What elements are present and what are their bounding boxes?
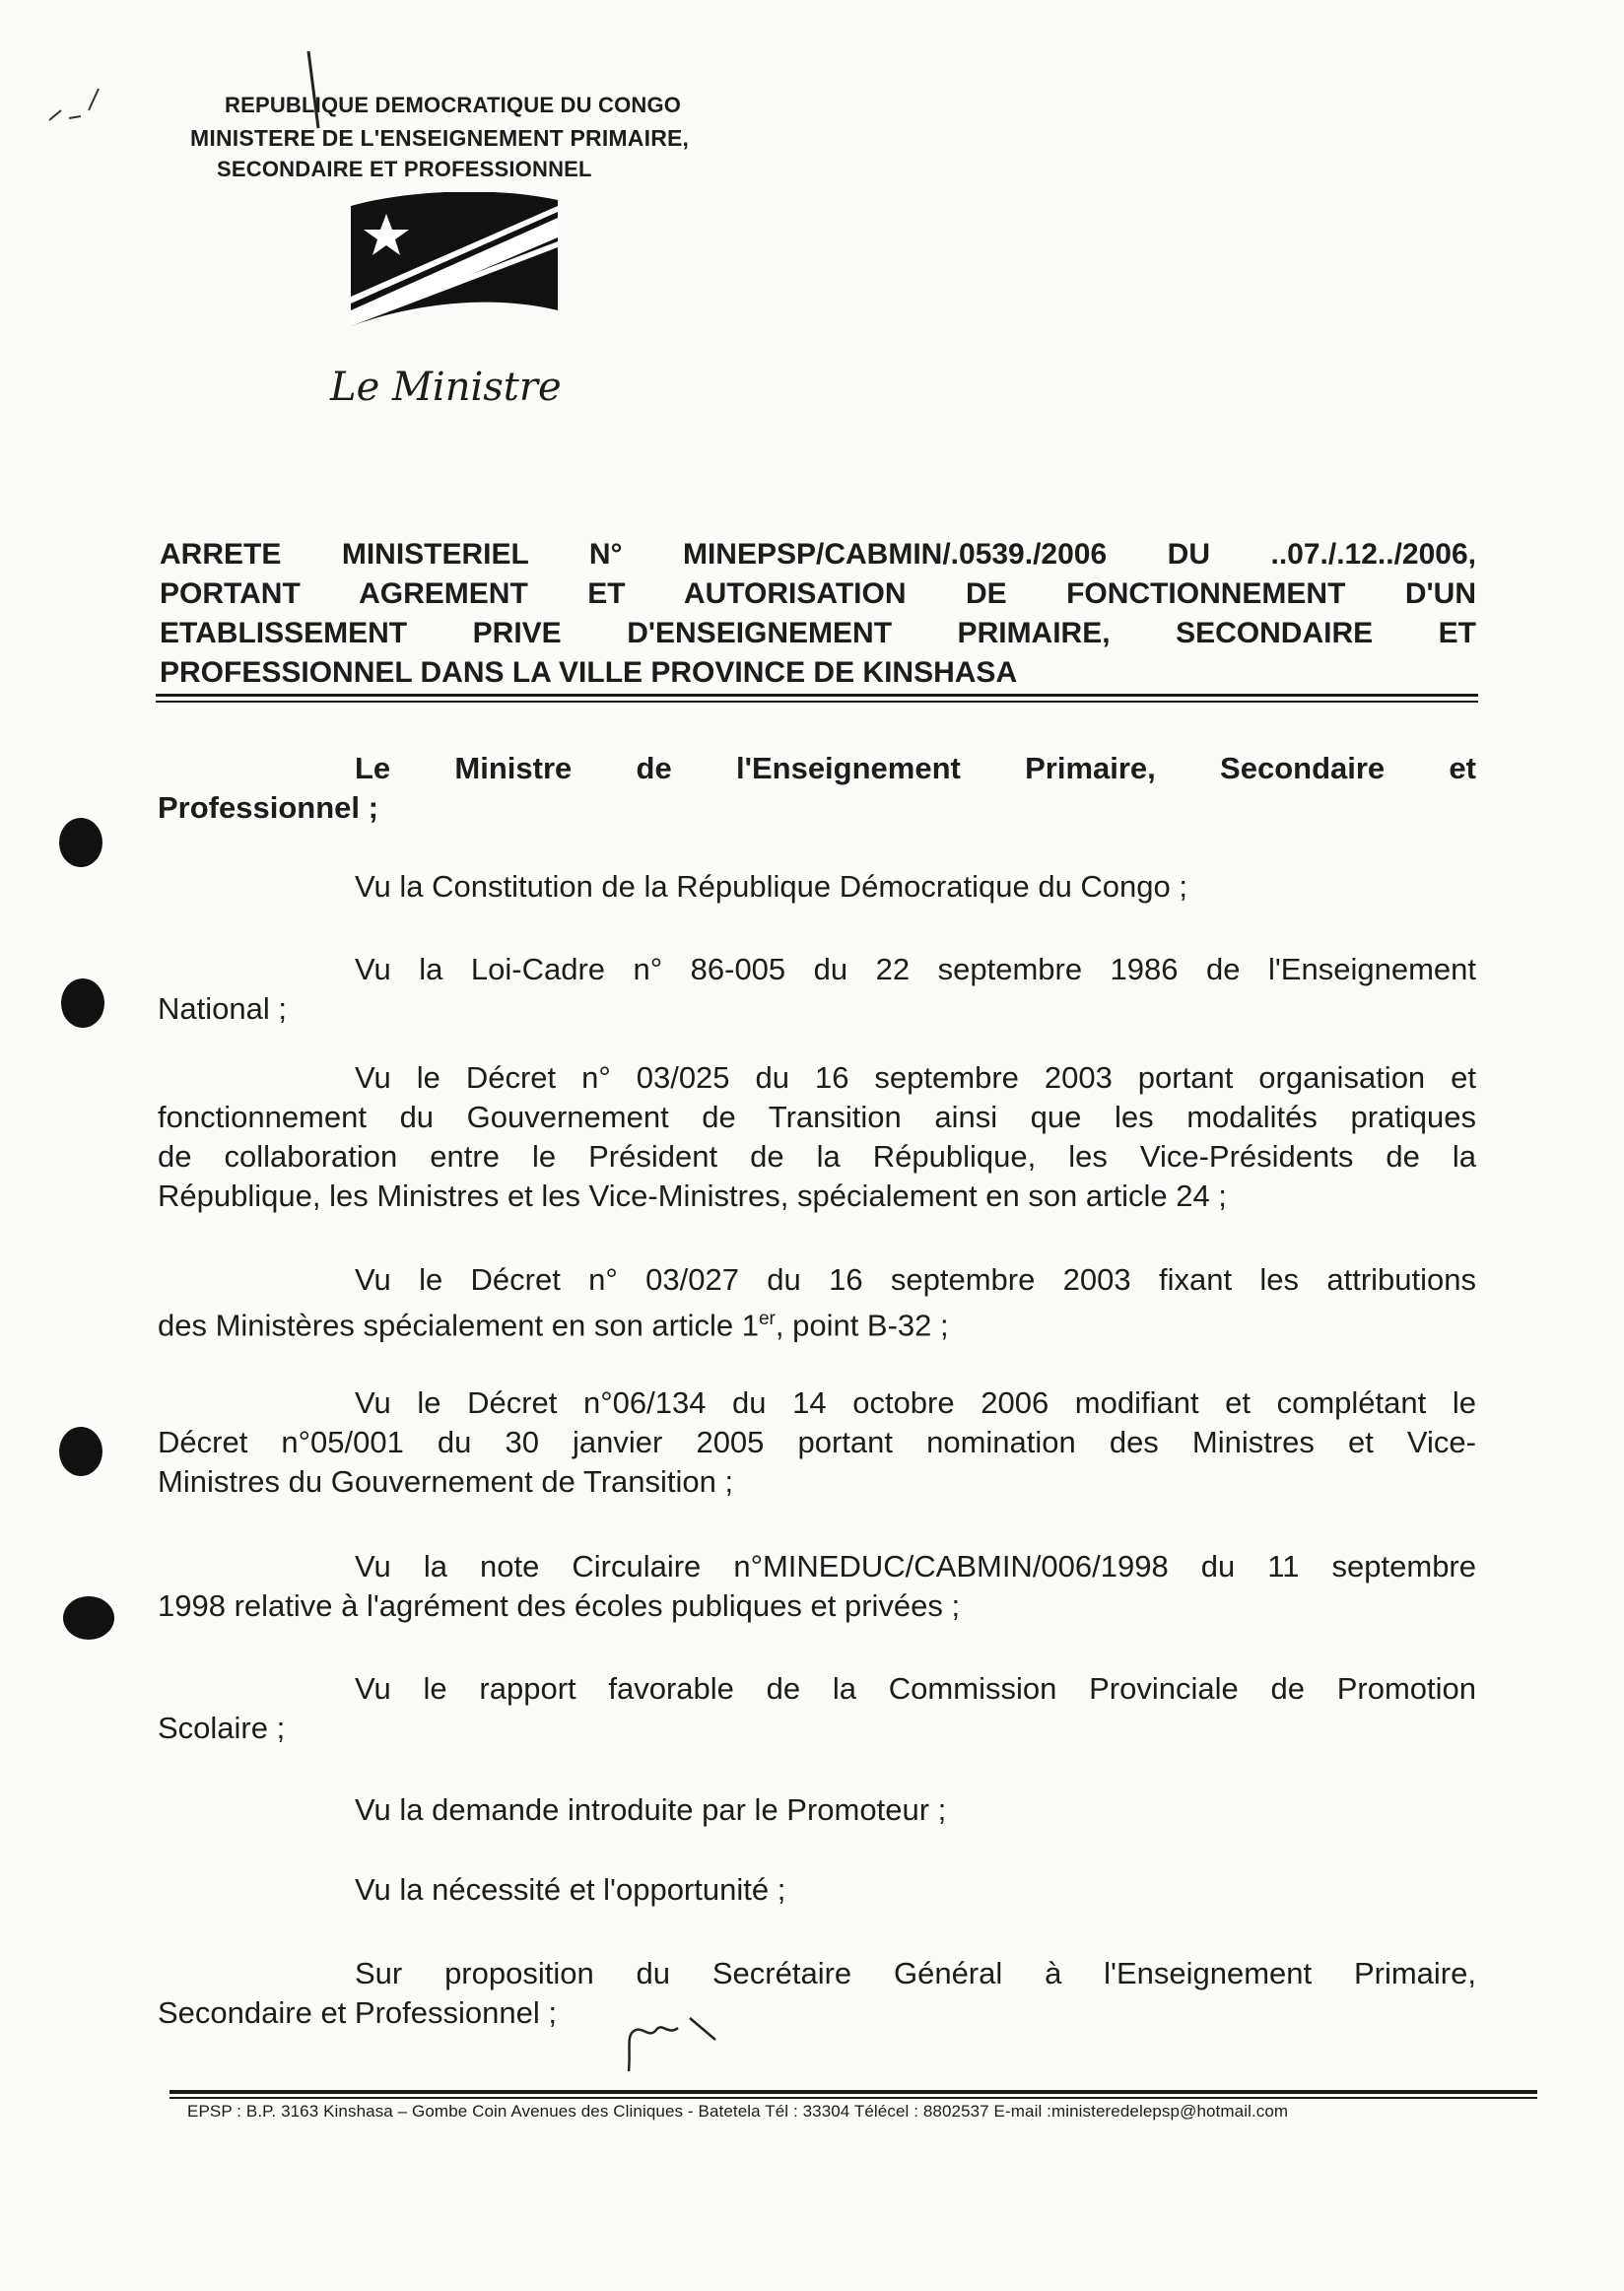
title-rule bbox=[156, 694, 1478, 697]
paragraph-decret-03-027: Vu le Décret n° 03/027 du 16 septembre 2003 fixant les attributions des Ministères spécialement en son article 1er, point B-32 ; bbox=[158, 1262, 1476, 1343]
scan-mark-icon bbox=[39, 49, 177, 128]
minister-signature-title: Le Ministre bbox=[330, 365, 562, 410]
paragraph-proposition: Sur proposition du Secrétaire Général à l'Enseignement Primaire, Secondaire et Professionnel ; bbox=[158, 1956, 1476, 2030]
punch-hole bbox=[59, 818, 102, 867]
punch-hole bbox=[61, 978, 104, 1028]
header-ministry: MINISTERE DE L'ENSEIGNEMENT PRIMAIRE, bbox=[190, 125, 690, 151]
drc-flag-icon bbox=[347, 192, 562, 332]
paragraph-constitution: Vu la Constitution de la République Démocratique du Congo ; bbox=[355, 869, 1187, 904]
scan-mark-icon bbox=[301, 49, 330, 148]
paragraph-rapport: Vu le rapport favorable de la Commission Provinciale de Promotion Scolaire ; bbox=[158, 1671, 1476, 1745]
footer-address: EPSP : B.P. 3163 Kinshasa – Gombe Coin Avenues des Cliniques - Batetela Tél : 33304 Télécel : 8802537 E-mail :ministeredelepsp@hotmail.com bbox=[187, 2102, 1289, 2121]
paragraph-decret-03-025: Vu le Décret n° 03/025 du 16 septembre 2003 portant organisation et fonctionnement du Gouvernement de Transition ainsi que les modalités pratiques de collaboration entre le Président de la République, les Vice-Présidents de la République, les Ministres et les Vice-Ministres, spécialement en son article 24 ; bbox=[158, 1060, 1476, 1213]
header-country: REPUBLIQUE DEMOCRATIQUE DU CONGO bbox=[225, 93, 682, 117]
punch-hole bbox=[63, 1596, 114, 1640]
title-line: PORTANT AGREMENT ET AUTORISATION DE FONCTIONNEMENT D'UN bbox=[160, 577, 1476, 610]
decree-title bbox=[160, 535, 1476, 693]
title-line: ARRETE MINISTERIEL N° MINEPSP/CABMIN/.0539./2006 DU ..07./.12../2006, bbox=[160, 538, 1476, 571]
paragraph-loi-cadre: Vu la Loi-Cadre n° 86-005 du 22 septembre 1986 de l'Enseignement National ; bbox=[158, 952, 1476, 1026]
title-rule bbox=[156, 701, 1478, 703]
footer-rule bbox=[169, 2090, 1537, 2094]
intro-paragraph: Le Ministre de l'Enseignement Primaire, Secondaire et Professionnel ; bbox=[158, 751, 1476, 825]
paragraph-necessite: Vu la nécessité et l'opportunité ; bbox=[355, 1872, 786, 1907]
title-line: PROFESSIONNEL DANS LA VILLE PROVINCE DE KINSHASA bbox=[160, 656, 1018, 689]
initials-scribble-icon bbox=[621, 2010, 729, 2079]
paragraph-circulaire: Vu la note Circulaire n°MINEDUC/CABMIN/006/1998 du 11 septembre 1998 relative à l'agrément des écoles publiques et privées ; bbox=[158, 1549, 1476, 1623]
paragraph-decret-06-134: Vu le Décret n°06/134 du 14 octobre 2006 modifiant et complétant le Décret n°05/001 du 30 janvier 2005 portant nomination des Ministres et Vice- Ministres du Gouvernement de Transition ; bbox=[158, 1385, 1476, 1499]
paragraph-demande: Vu la demande introduite par le Promoteur ; bbox=[355, 1792, 947, 1827]
footer-rule bbox=[169, 2097, 1537, 2099]
title-line: ETABLISSEMENT PRIVE D'ENSEIGNEMENT PRIMAIRE, SECONDAIRE ET bbox=[160, 617, 1476, 649]
header-ministry-cont: SECONDAIRE ET PROFESSIONNEL bbox=[217, 157, 592, 181]
punch-hole bbox=[59, 1427, 102, 1476]
